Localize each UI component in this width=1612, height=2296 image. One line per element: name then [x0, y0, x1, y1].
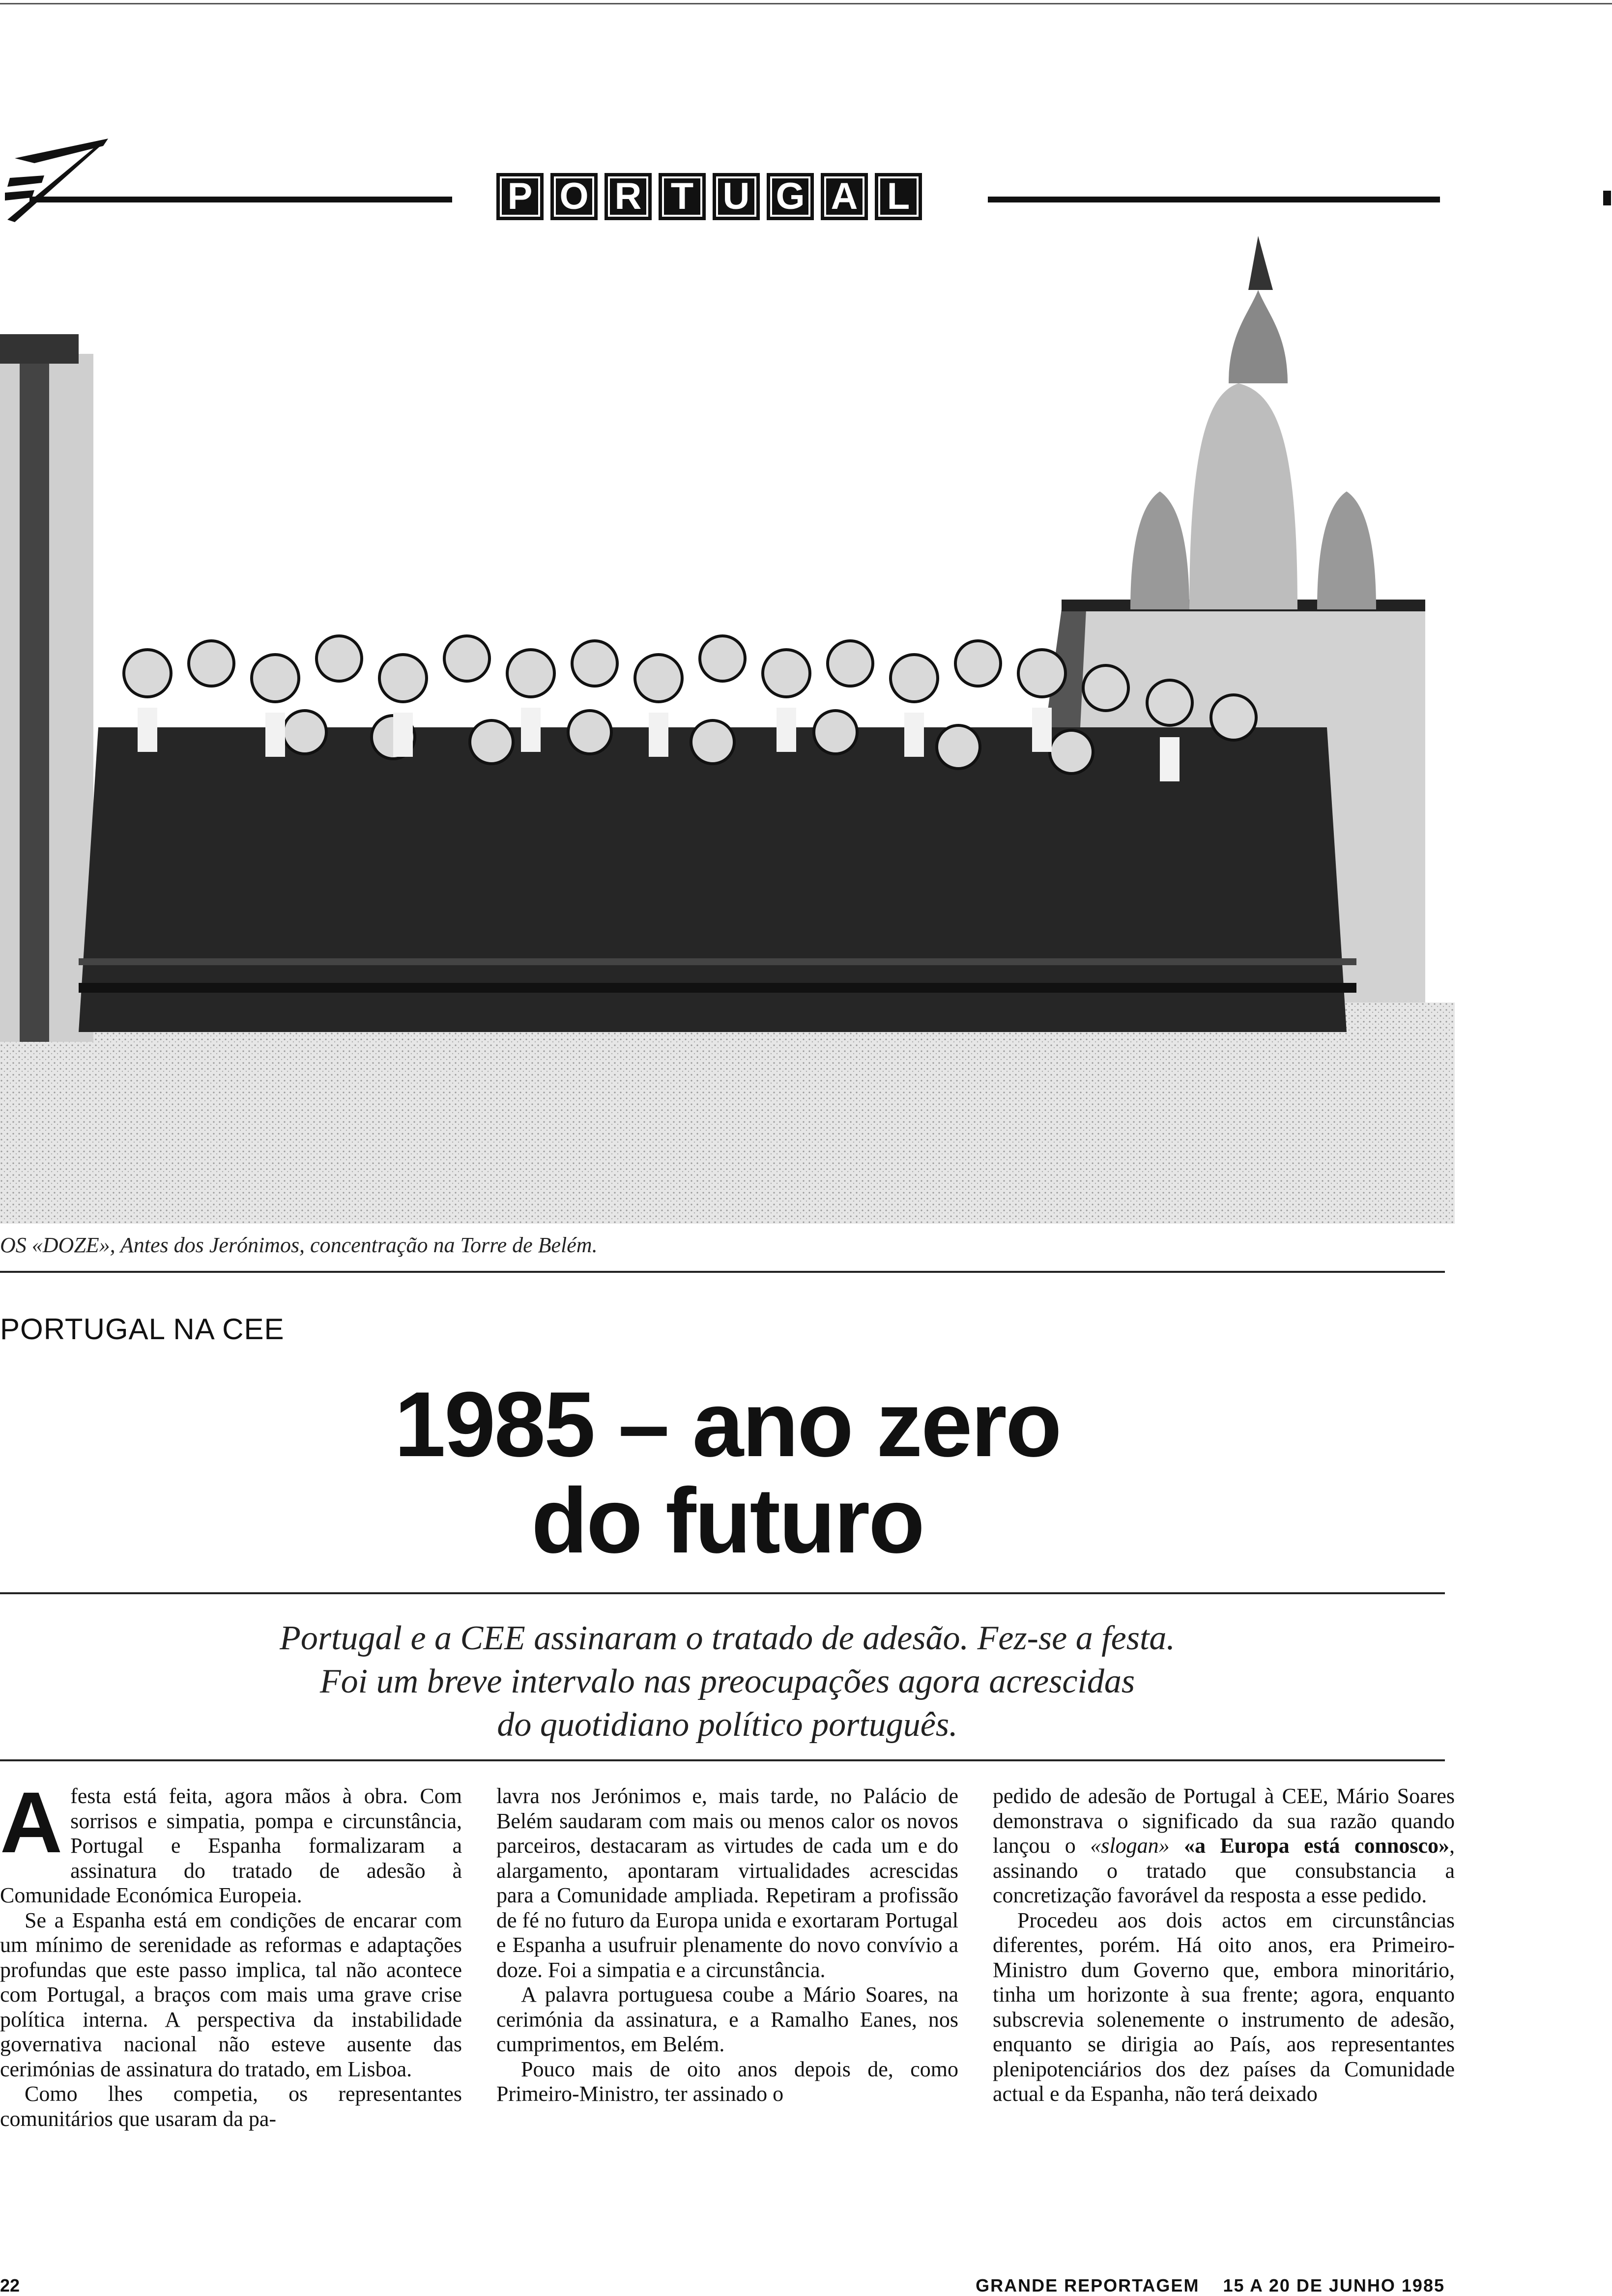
headline-rule: [0, 1592, 1445, 1594]
slogan-word: «slogan»: [1090, 1834, 1170, 1858]
paragraph: Como lhes competia, os representantes comunitários que usaram da pa-: [0, 2082, 462, 2131]
section-rule-left: [29, 197, 452, 202]
article-headline: [0, 1373, 1455, 1572]
article-column-3: [993, 1784, 1455, 2226]
paragraph: [0, 1784, 462, 1908]
group-photo: [0, 236, 1455, 1224]
page-number: 22: [0, 2275, 20, 2296]
headline-line-1: 1985 – ano zero: [394, 1373, 1061, 1476]
headline-line-2: do futuro: [531, 1469, 923, 1572]
section-letter: R: [604, 173, 652, 220]
deck-line-3: do quotidiano político português.: [497, 1706, 958, 1744]
paragraph: lavra nos Jerónimos e, mais tarde, no Palácio de Belém saudaram com mais ou menos calor os novos parceiros, destacaram as virtudes de cada um e do alargamento, apontaram virtualidades acrescidas para a Comunidade ampliada. Repetiram a profissão de fé no futuro da Europa unida e exortaram Portugal e Espanha a usufruir plenamente do novo convívio a doze. Foi a simpatia e a circunstância.: [496, 1784, 958, 1982]
slogan-quote: «a Europa está connosco»: [1184, 1834, 1449, 1858]
paragraph: Procedeu aos dois actos em circunstâncias diferentes, porém. Há oito anos, era Primeiro-Ministro dum Governo que, embora minoritário, tinha um horizonte à sua frente; agora, enquanto subscrevia solenemente o instrumento de adesão, enquanto se dirigia ao País, aos representantes plenipotenciários dos dez países da Comunidade actual e da Espanha, não terá deixado: [993, 1908, 1455, 2106]
section-letter: T: [659, 173, 706, 220]
deck-line-1: Portugal e a CEE assinaram o tratado de adesão. Fez-se a festa.: [280, 1619, 1175, 1657]
section-letter: A: [821, 173, 868, 220]
paragraph: Se a Espanha está em condições de encarar com um mínimo de serenidade as reformas e adaptações profundas que este passo implica, tal não acontece com Portugal, a braços com mais uma grave crise política interna. A perspectiva da instabilidade governativa nacional não esteve ausente das cerimónias de assinatura do tratado, em Lisboa.: [0, 1908, 462, 2081]
article-kicker: PORTUGAL NA CEE: [0, 1313, 285, 1346]
section-rule-right: [988, 197, 1440, 202]
paragraph-text: [1170, 1834, 1184, 1858]
publication-name: GRANDE REPORTAGEM: [976, 2275, 1200, 2296]
deck-rule: [0, 1759, 1445, 1761]
drop-cap: A: [0, 1784, 63, 1871]
article-column-2: [496, 1784, 958, 2226]
section-letter: L: [875, 173, 922, 220]
paragraph-text: , assinando o tratado que consubstancia a concretização favorável da resposta a esse pedido.: [993, 1834, 1455, 1907]
paragraph: [993, 1784, 1455, 1908]
article-column-1: [0, 1784, 462, 2226]
photo-caption: OS «DOZE», Antes dos Jerónimos, concentração na Torre de Belém.: [0, 1233, 598, 1257]
paragraph: Pouco mais de oito anos depois de, como Primeiro-Ministro, ter assinado o: [496, 2057, 958, 2106]
section-title-portugal: [496, 173, 922, 220]
paragraph-text: pedido de adesão de Portugal à CEE, Mário Soares demonstrava o significado da sua razão quando lançou o: [993, 1784, 1455, 1858]
section-letter: U: [713, 173, 760, 220]
section-letter: P: [496, 173, 544, 220]
article-body: [0, 1784, 1455, 2226]
section-letter: O: [550, 173, 598, 220]
article-deck: [0, 1617, 1455, 1747]
edge-mark: [1603, 191, 1611, 205]
section-letter: G: [767, 173, 814, 220]
deck-line-2: Foi um breve intervalo nas preocupações agora acrescidas: [319, 1663, 1135, 1700]
paragraph-text: festa está feita, agora mãos à obra. Com sorrisos e simpatia, pompa e circunstância, Portugal e Espanha formalizaram a assinatura do tratado de adesão à Comunidade Económica Europeia.: [0, 1784, 462, 1907]
paragraph: A palavra portuguesa coube a Mário Soares, na cerimónia da assinatura, e a Ramalho Eanes, nos cumprimentos, em Belém.: [496, 1982, 958, 2056]
top-border-line: [0, 3, 1612, 4]
issue-date: 15 A 20 DE JUNHO 1985: [1223, 2275, 1445, 2296]
footer-publication: [976, 2275, 1445, 2296]
caption-rule: [0, 1271, 1445, 1273]
section-slash-logo: [5, 129, 118, 227]
